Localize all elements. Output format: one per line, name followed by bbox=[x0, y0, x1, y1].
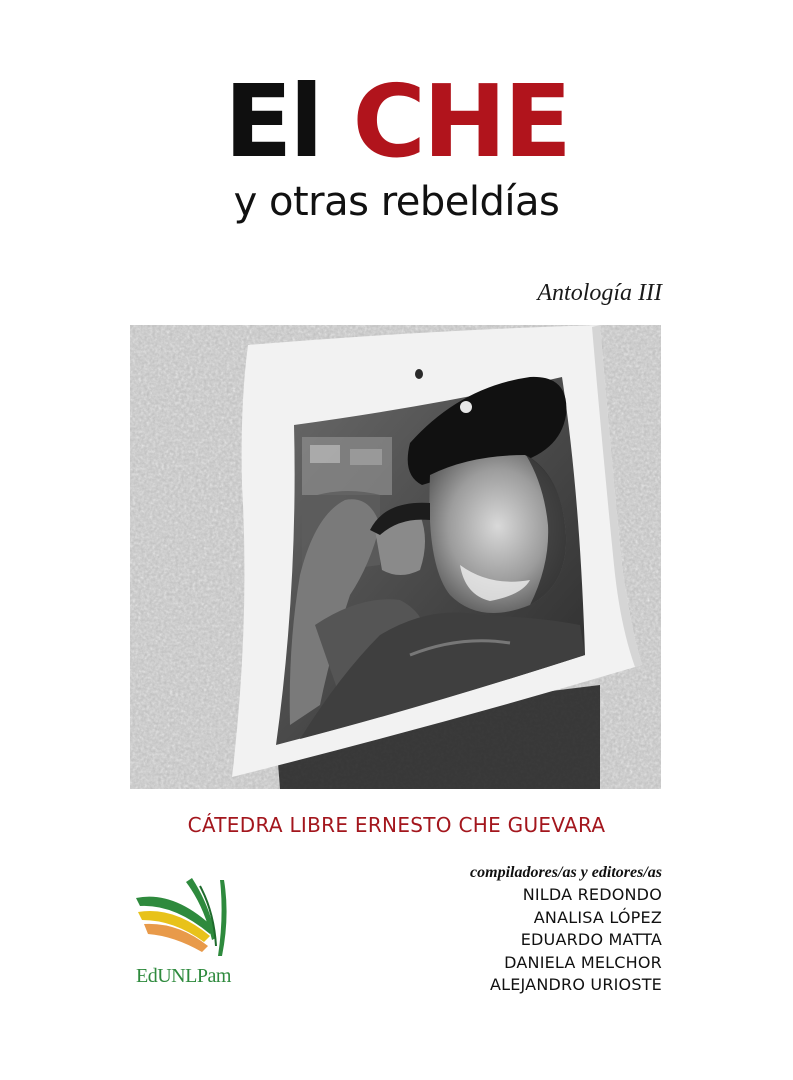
cover-photo bbox=[130, 325, 661, 789]
publisher-logo bbox=[134, 876, 244, 996]
chair-name: CÁTEDRA LIBRE ERNESTO CHE GUEVARA bbox=[187, 813, 606, 837]
cover-photo-graphic bbox=[130, 325, 661, 789]
book-leaves-icon bbox=[134, 876, 244, 962]
editors-block bbox=[470, 862, 662, 997]
book-title bbox=[0, 62, 793, 182]
editors-heading: compiladores/as y editores/as bbox=[470, 864, 662, 881]
publisher-name: EdUNLPam bbox=[136, 965, 231, 987]
series-label: Antología III bbox=[537, 280, 662, 306]
editor-name: NILDA REDONDO bbox=[522, 885, 662, 904]
editor-name: DANIELA MELCHOR bbox=[504, 952, 662, 972]
title-word-el: El bbox=[224, 63, 321, 180]
editor-name: EDUARDO MATTA bbox=[520, 930, 662, 949]
title-word-che: CHE bbox=[352, 63, 569, 180]
book-subtitle: y otras rebeldías bbox=[233, 179, 560, 225]
editor-name: ALEJANDRO URIOSTE bbox=[489, 975, 662, 994]
editor-name: ANALISA LÓPEZ bbox=[533, 907, 662, 927]
